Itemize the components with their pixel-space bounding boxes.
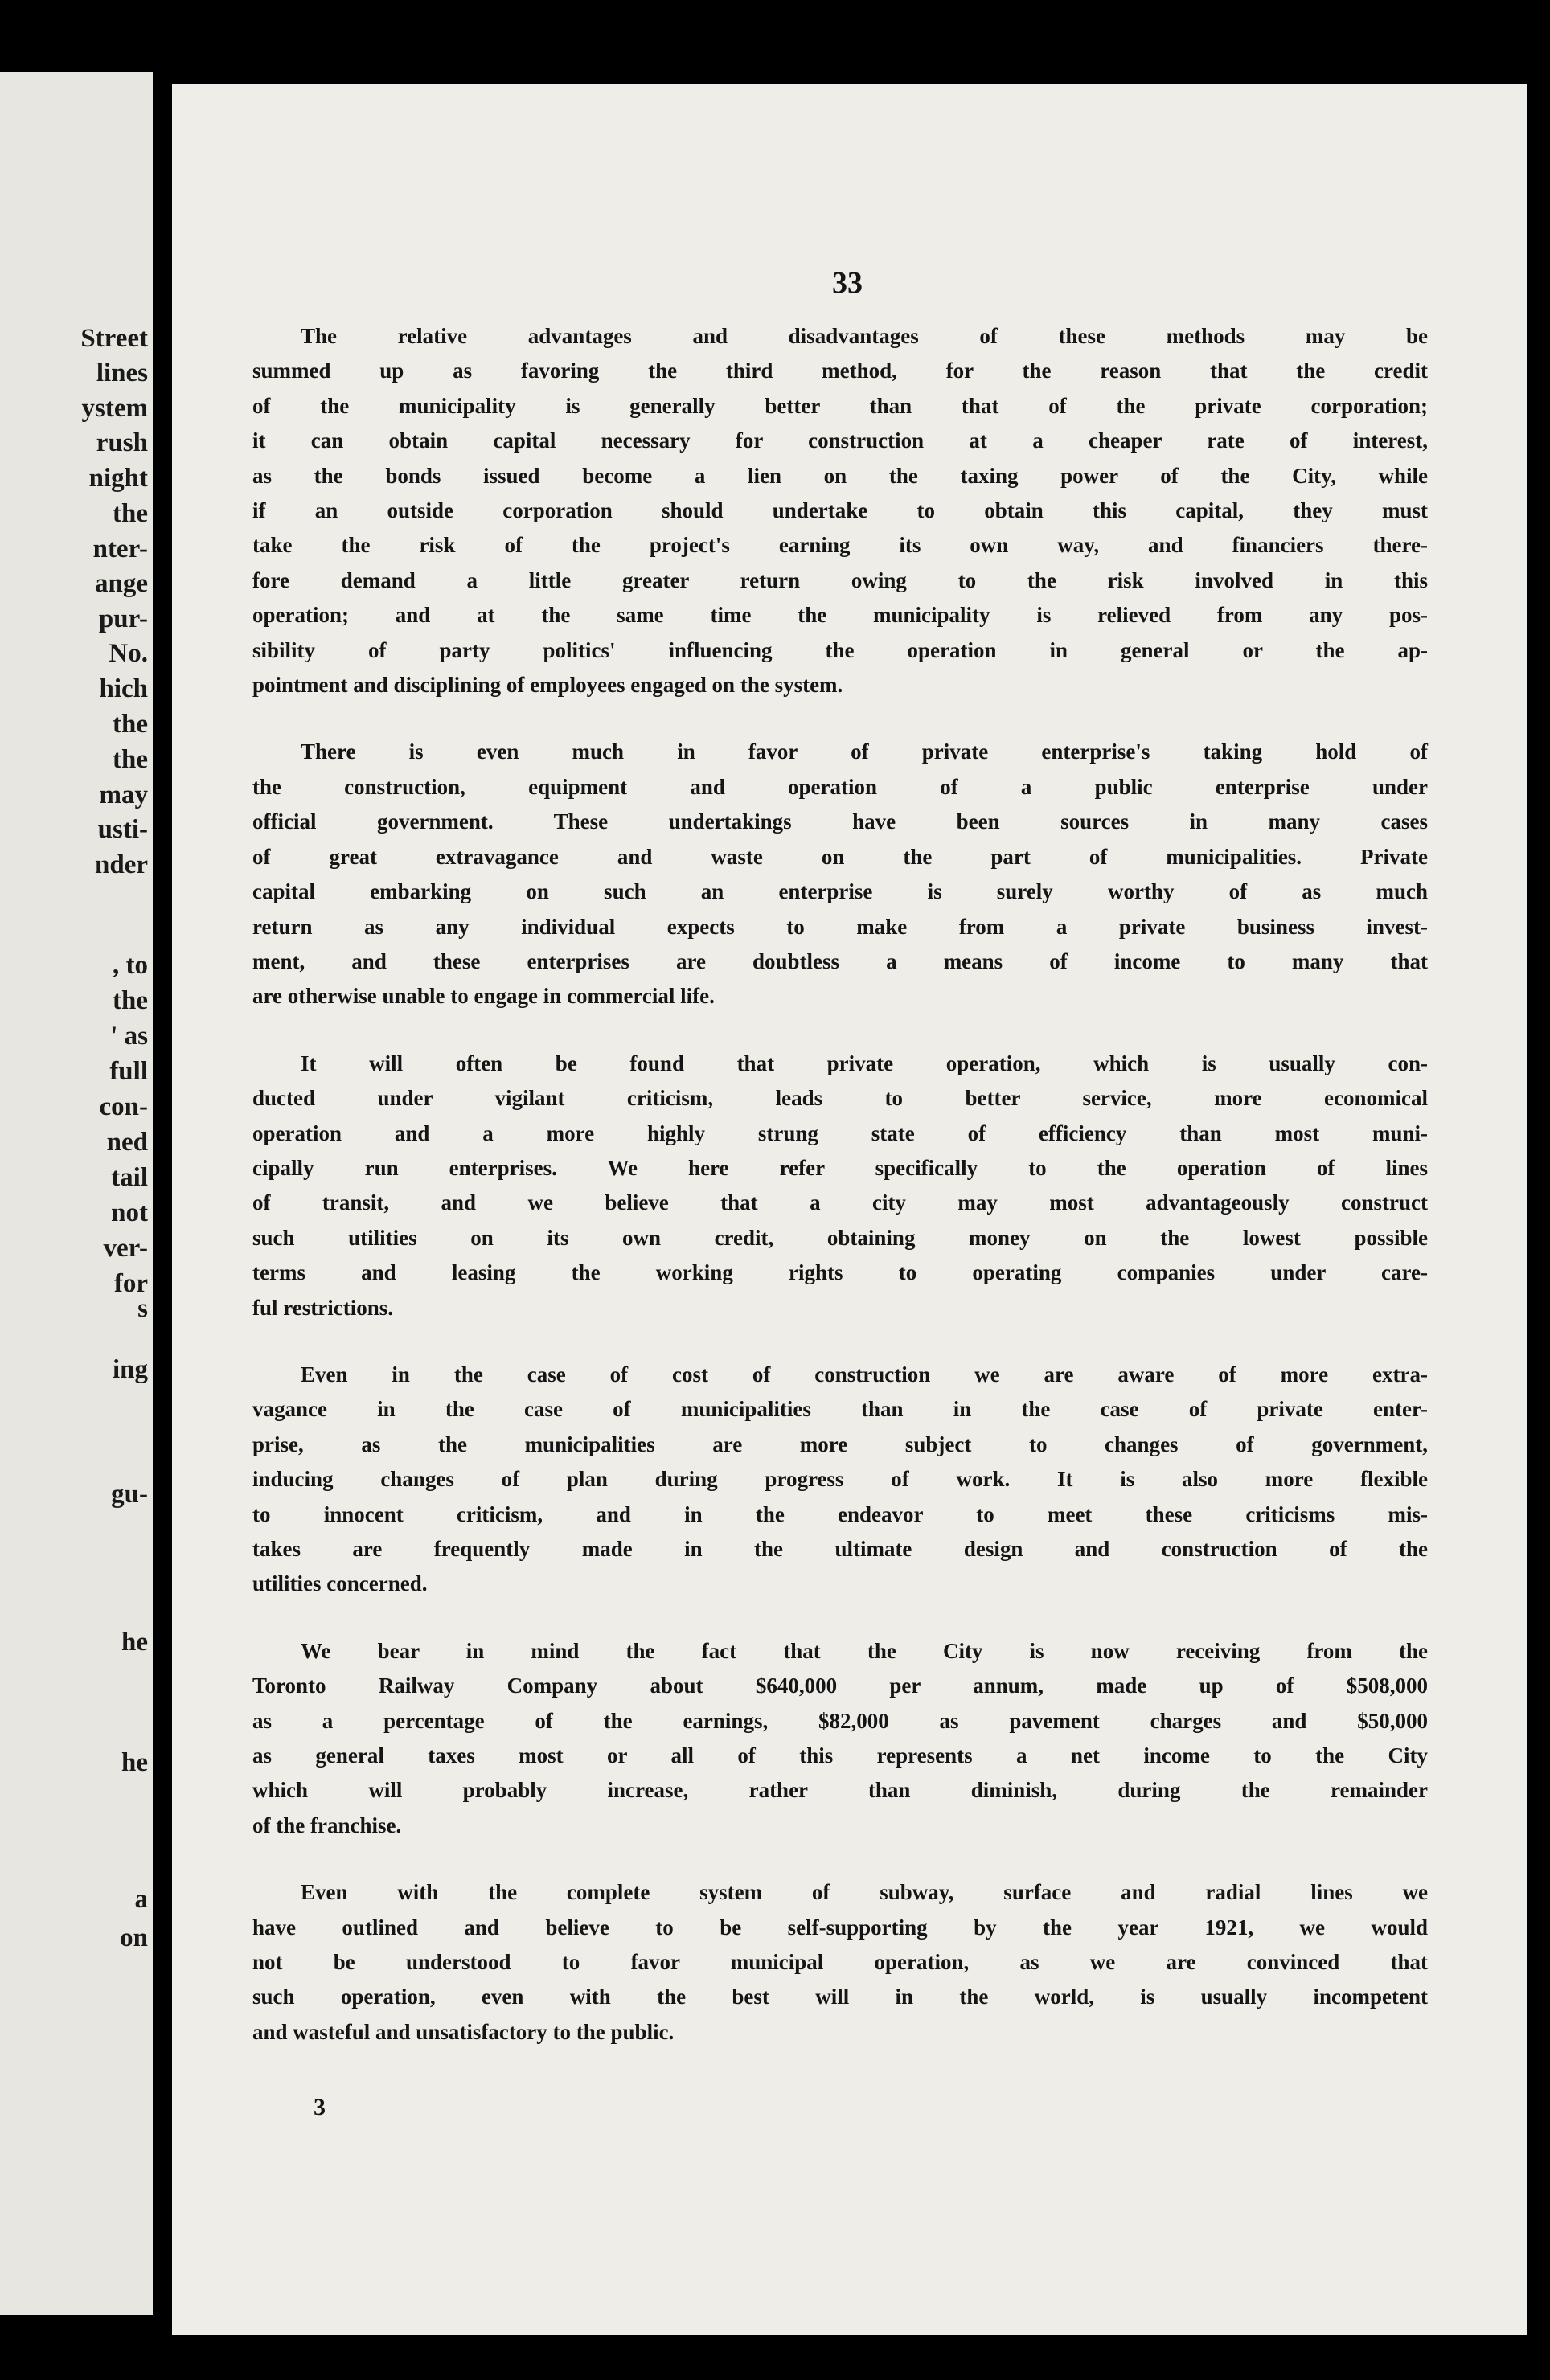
margin-line: tail	[111, 1163, 148, 1192]
text-line: There is even much in favor of private enterprise's taking hold of	[301, 739, 1428, 764]
text-line: ful restrictions.	[252, 1295, 393, 1320]
margin-line: the	[113, 986, 148, 1015]
text-line: operation and a more highly strung state of efficiency than most muni-	[252, 1120, 1428, 1145]
text-line: have outlined and believe to be self-supporting by the year 1921, we would	[252, 1915, 1428, 1940]
margin-line: No.	[109, 639, 148, 668]
text-line: It will often be found that private operation, which is usually con-	[301, 1051, 1428, 1075]
text-line: of the municipality is generally better than that of the private corporation;	[252, 393, 1428, 418]
margin-line: ing	[112, 1355, 148, 1384]
text-line: Toronto Railway Company about $640,000 per annum, made up of $508,000	[252, 1673, 1428, 1698]
document-page	[172, 84, 1527, 2335]
text-line: as the bonds issued become a lien on the taxing power of the City, while	[252, 463, 1428, 488]
margin-line: ' as	[110, 1022, 148, 1051]
paragraph	[252, 1358, 1428, 1602]
text-line: as general taxes most or all of this represents a net income to the City	[252, 1743, 1428, 1768]
text-line: and wasteful and unsatisfactory to the public.	[252, 2019, 675, 2044]
text-line: operation; and at the same time the municipality is relieved from any pos-	[252, 603, 1428, 628]
text-line: of transit, and we believe that a city may most advantageously construct	[252, 1190, 1428, 1215]
text-line: official government. These undertakings have been sources in many cases	[252, 809, 1428, 834]
text-line: Even in the case of cost of construction we are aware of more extra-	[301, 1362, 1428, 1387]
margin-line: the	[113, 710, 148, 739]
text-line: are otherwise unable to engage in commercial life.	[252, 984, 715, 1009]
text-line: utilities concerned.	[252, 1571, 428, 1596]
text-line: fore demand a little greater return owing to the risk involved in this	[252, 567, 1428, 592]
text-line: Even with the complete system of subway, surface and radial lines we	[301, 1880, 1428, 1905]
margin-line: s	[137, 1294, 148, 1323]
margin-line: rush	[96, 428, 148, 457]
text-line: takes are frequently made in the ultimate design and construction of the	[252, 1537, 1428, 1561]
text-line: sibility of party politics' influencing the operation in general or the ap-	[252, 637, 1428, 662]
text-line: ducted under vigilant criticism, leads to better service, more economical	[252, 1086, 1428, 1111]
text-line: capital embarking on such an enterprise is surely worthy of as much	[252, 879, 1428, 904]
paragraph	[252, 735, 1428, 1014]
paragraph	[252, 1047, 1428, 1325]
margin-line: ange	[95, 569, 148, 598]
text-line: such operation, even with the best will in the world, is usually incompetent	[252, 1985, 1428, 2009]
margin-line: may	[99, 780, 148, 809]
margin-line: ned	[106, 1128, 148, 1157]
text-line: We bear in mind the fact that the City is now receiving from the	[301, 1638, 1428, 1663]
margin-line: pur-	[98, 604, 148, 633]
body-text	[252, 319, 1428, 2082]
margin-line: the	[113, 499, 148, 528]
text-line: inducing changes of plan during progress of work. It is also more flexible	[252, 1467, 1428, 1492]
margin-line: full	[109, 1057, 148, 1086]
text-line: not be understood to favor municipal operation, as we are convinced that	[252, 1950, 1428, 1975]
text-line: summed up as favoring the third method, for the reason that the credit	[252, 358, 1428, 383]
margin-line: for	[113, 1269, 148, 1298]
margin-line: the	[113, 745, 148, 774]
text-line: of great extravagance and waste on the part of municipalities. Private	[252, 844, 1428, 869]
text-line: as a percentage of the earnings, $82,000 as pavement charges and $50,000	[252, 1708, 1428, 1733]
margin-line: ystem	[81, 394, 148, 423]
text-line: such utilities on its own credit, obtaining money on the lowest possible	[252, 1225, 1428, 1250]
page-number: 33	[832, 266, 863, 300]
paragraph	[252, 319, 1428, 703]
paragraph	[252, 1875, 1428, 2050]
text-line: the construction, equipment and operation of a public enterprise under	[252, 774, 1428, 799]
text-line: to innocent criticism, and in the endeavor to meet these criticisms mis-	[252, 1501, 1428, 1526]
text-line: return as any individual expects to make from a private business invest-	[252, 914, 1428, 939]
paragraph	[252, 1634, 1428, 1843]
text-line: terms and leasing the working rights to operating companies under care-	[252, 1260, 1428, 1285]
margin-line: not	[111, 1198, 148, 1227]
margin-line: a	[134, 1885, 148, 1914]
text-line: prise, as the municipalities are more subject to changes of government,	[252, 1432, 1428, 1456]
text-line: it can obtain capital necessary for construction at a cheaper rate of interest,	[252, 428, 1428, 453]
margin-line: con-	[99, 1092, 148, 1121]
margin-line: night	[88, 464, 148, 493]
margin-line: gu-	[111, 1480, 148, 1509]
text-line: of the franchise.	[252, 1813, 402, 1837]
margin-line: lines	[96, 358, 148, 387]
margin-line: Street	[80, 324, 148, 353]
text-line: ment, and these enterprises are doubtless a means of income to many that	[252, 948, 1428, 973]
text-line: vagance in the case of municipalities than in the case of private enter-	[252, 1397, 1428, 1422]
margin-line: on	[120, 1923, 148, 1952]
signature-mark: 3	[314, 2094, 326, 2120]
text-line: which will probably increase, rather than diminish, during the remainder	[252, 1778, 1428, 1803]
text-line: if an outside corporation should undertake to obtain this capital, they must	[252, 498, 1428, 523]
margin-line: nder	[95, 850, 148, 879]
margin-line: usti-	[97, 815, 148, 844]
margin-line: nter-	[92, 535, 148, 563]
previous-page-margin	[0, 72, 153, 2315]
text-line: The relative advantages and disadvantages of these methods may be	[301, 324, 1428, 348]
text-line: take the risk of the project's earning its own way, and financiers there-	[252, 533, 1428, 558]
margin-line: , to	[113, 951, 148, 980]
margin-line: he	[121, 1628, 148, 1657]
margin-line: hich	[99, 674, 148, 703]
text-line: pointment and disciplining of employees engaged on the system.	[252, 673, 843, 698]
margin-line: ver-	[103, 1234, 148, 1263]
text-line: cipally run enterprises. We here refer specifically to the operation of lines	[252, 1155, 1428, 1180]
margin-line: he	[121, 1748, 148, 1777]
